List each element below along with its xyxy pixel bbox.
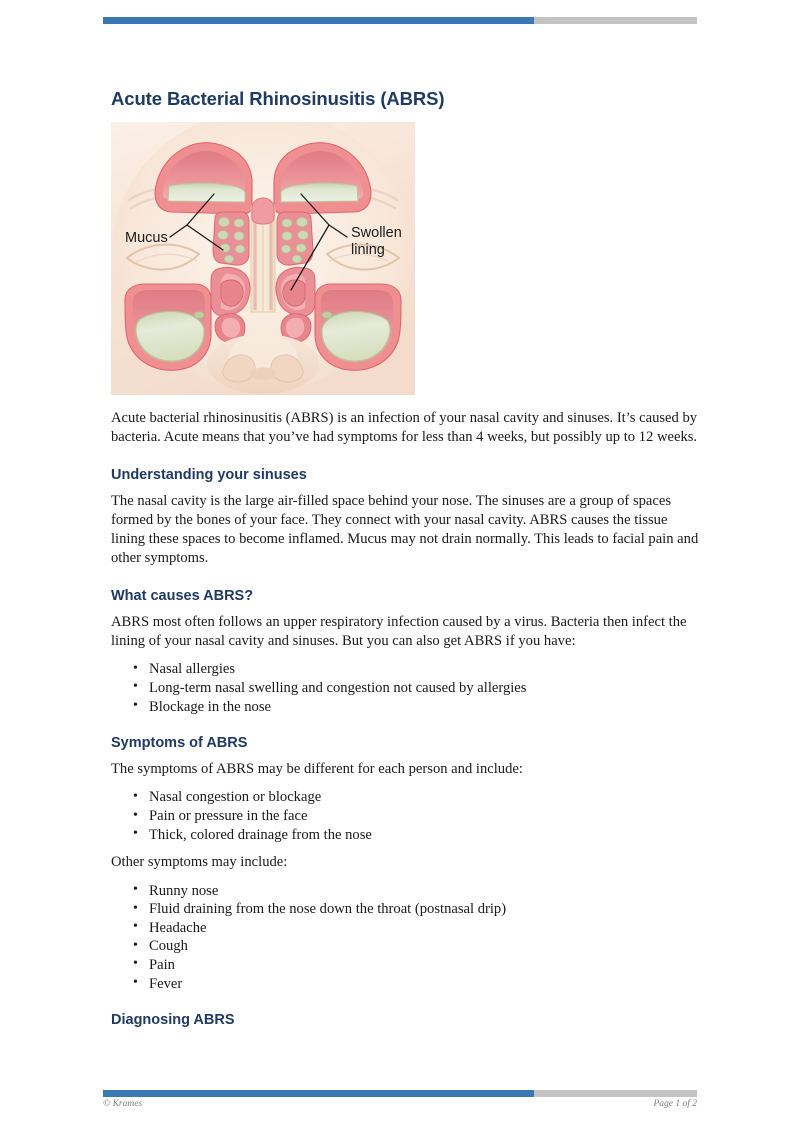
list-item: • Long-term nasal swelling and congestion not caused by allergies (149, 679, 699, 698)
list-item: • Blockage in the nose (149, 698, 699, 717)
section-heading-symptoms-of-abrs: Symptoms of ABRS (111, 735, 248, 752)
header-rule (103, 17, 697, 24)
section-heading-what-causes-abrs: What causes ABRS? (111, 587, 254, 604)
section-paragraph-understanding-your-sinuses: The nasal cavity is the large air-filled space behind your nose. The sinuses are a group of spaces formed by the bones of your face. They connect with your nasal cavity. ABRS causes the tissue lining these spaces to become inflamed. Mucus may not drain normally. This leads to facial pain and other symptoms. (111, 492, 699, 567)
list-item: • Nasal congestion or blockage (149, 788, 699, 807)
intro-paragraph: Acute bacterial rhinosinusitis (ABRS) is an infection of your nasal cavity and sinuses. It’s caused by bacteria. Acute means that you’ve had symptoms for less than 4 weeks, but possibly up to 12 weeks. (111, 410, 698, 446)
footer-page-number: Page 1 of 2 (653, 1099, 697, 1109)
section-heading-diagnosing-abrs: Diagnosing ABRS (111, 1012, 235, 1029)
causes-list (111, 660, 699, 716)
section-paragraph-what-causes-abrs: ABRS most often follows an upper respiratory infection caused by a virus. Bacteria then infect the lining of your nasal cavity and sinuses. But you can also get ABRS if you have: (111, 613, 687, 650)
header-rule-gray-segment (534, 17, 697, 24)
list-item: • Headache (149, 919, 699, 938)
page-title: Acute Bacterial Rhinosinusitis (ABRS) (111, 88, 445, 109)
symptoms-primary-list (111, 788, 699, 844)
section-heading-understanding-your-sinuses: Understanding your sinuses (111, 466, 307, 483)
header-rule-blue-segment (103, 17, 534, 24)
other-symptoms-intro: Other symptoms may include: (111, 854, 288, 871)
figure-label-mucus: Mucus (125, 230, 168, 246)
sinus-anatomy-illustration (111, 122, 415, 395)
list-item: • Thick, colored drainage from the nose (149, 826, 699, 845)
list-item: • Fever (149, 975, 699, 994)
symptoms-other-list (111, 882, 699, 994)
figure-label-swollen-lining-line2: lining (351, 242, 385, 258)
figure-label-swollen-lining-line1: Swollen (351, 225, 402, 241)
page-footer (103, 1099, 697, 1109)
footer-rule-gray-segment (534, 1090, 697, 1097)
footer-copyright: © Krames (103, 1099, 143, 1109)
list-item: • Pain or pressure in the face (149, 807, 699, 826)
footer-rule-blue-segment (103, 1090, 534, 1097)
list-item: • Nasal allergies (149, 660, 699, 679)
section-paragraph-symptoms-of-abrs: The symptoms of ABRS may be different for each person and include: (111, 761, 523, 778)
list-item: • Fluid draining from the nose down the throat (postnasal drip) (149, 900, 699, 919)
document-content (111, 88, 699, 1037)
list-item: • Pain (149, 956, 699, 975)
footer-rule (103, 1090, 697, 1097)
list-item: • Cough (149, 937, 699, 956)
list-item: • Runny nose (149, 882, 699, 901)
